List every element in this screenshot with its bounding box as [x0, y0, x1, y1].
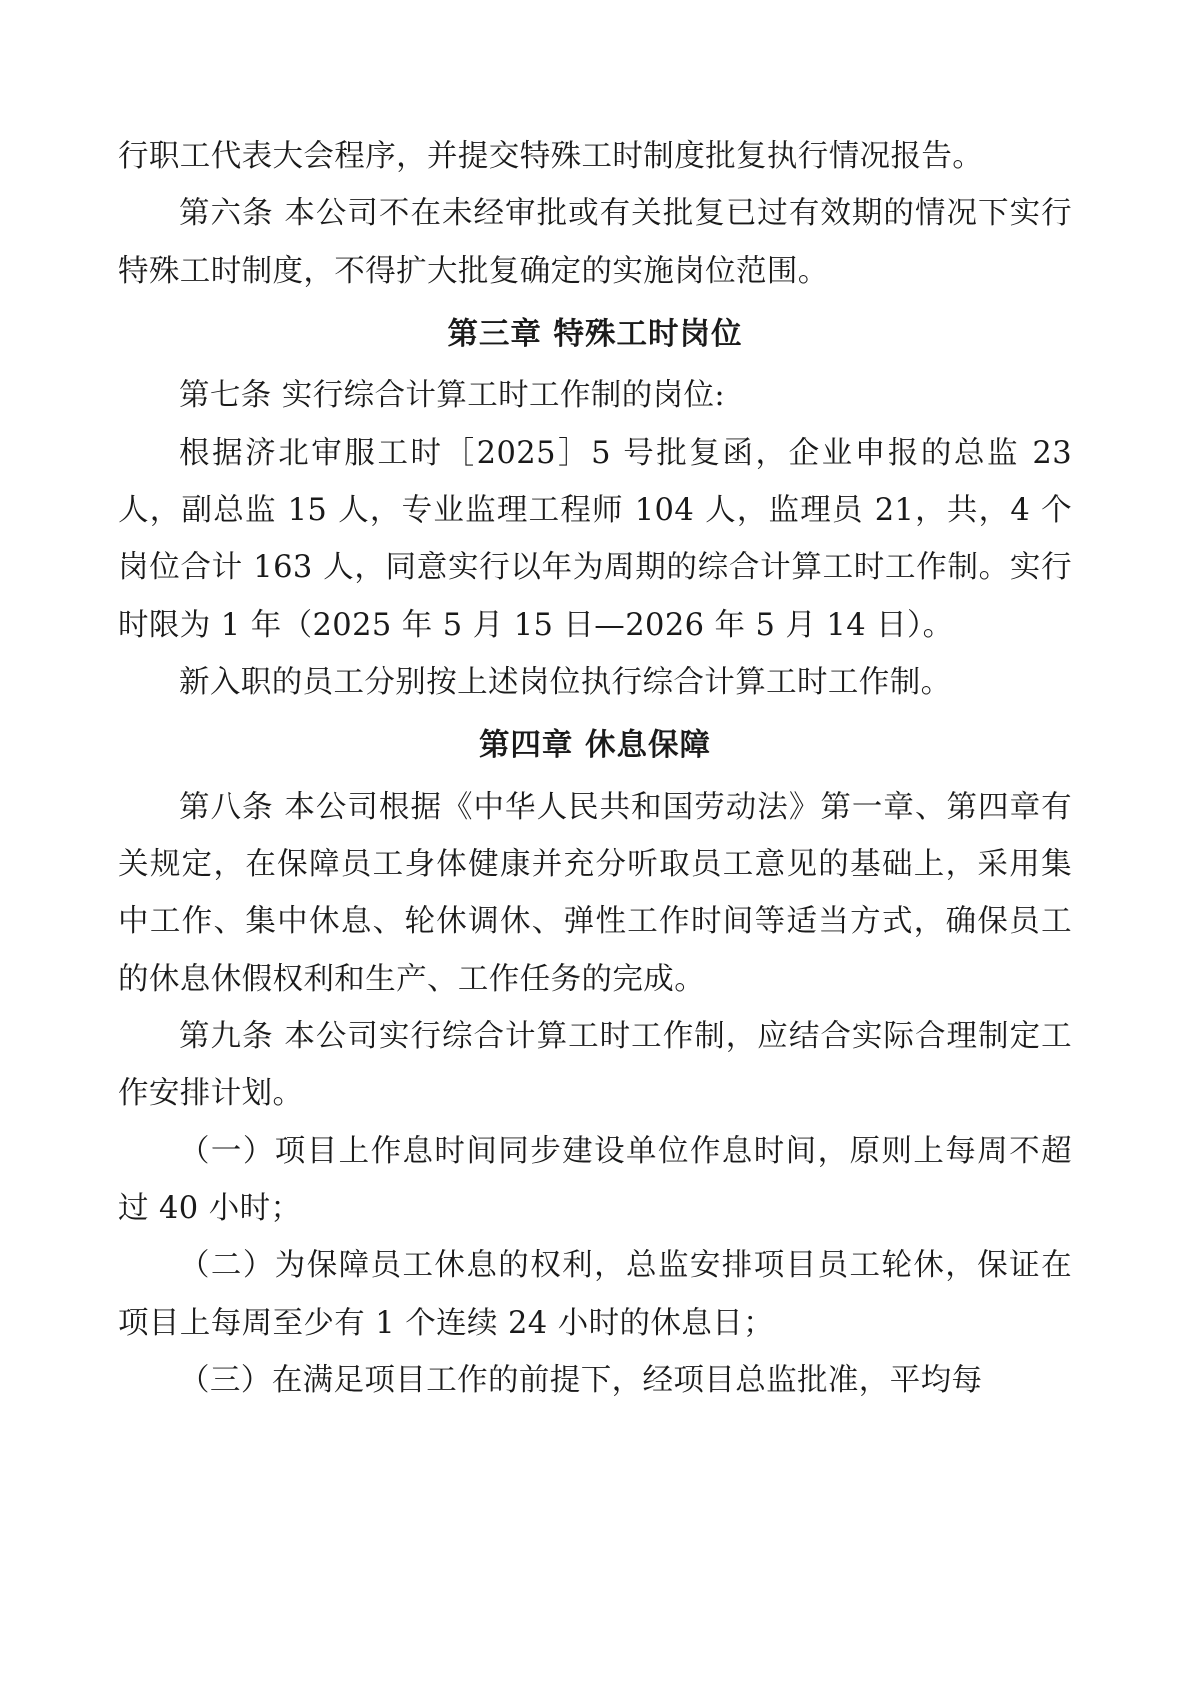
- article-nine-item-3: （三）在满足项目工作的前提下，经项目总监批准，平均每: [179, 1362, 983, 1398]
- article-nine: 第九条 本公司实行综合计算工时工作制，应结合实际合理制定工作安排计划。: [118, 1018, 1072, 1112]
- article-seven: 第七条 实行综合计算工时工作制的岗位:: [179, 378, 726, 414]
- article-eight: 第八条 本公司根据《中华人民共和国劳动法》第一章、第四章有关规定，在保障员工身体健康并充分听取员工意见的基础上，采用集中工作、集中休息、轮休调休、弹性工作时间等适当方式，确保员工的休息休假权利和生产、工作任务的完成。: [118, 789, 1072, 997]
- article-seven-newhire: 新入职的员工分别按上述岗位执行综合计算工时工作制。: [179, 664, 952, 700]
- article-six: 第六条 本公司不在未经审批或有关批复已过有效期的情况下实行特殊工时制度，不得扩大批复确定的实施岗位范围。: [118, 196, 1072, 289]
- paragraph-continuation: 行职工代表大会程序，并提交特殊工时制度批复执行情况报告。: [118, 139, 984, 174]
- article-nine-item-1: （一）项目上作息时间同步建设单位作息时间，原则上每周不超过 40 小时；: [118, 1133, 1072, 1226]
- chapter-three-heading: 第三章 特殊工时岗位: [447, 315, 743, 352]
- article-seven-detail: 根据济北审服工时［2025］5 号批复函，企业申报的总监 23 人，副总监 15 人，专业监理工程师 104 人，监理员 21，共，4 个岗位合计 163 人，同意实行以年为周期的综合计算工时工作制。实行时限为 1 年（2025 年 5 月 15 日—2026 年 5 月 14 日）。: [118, 435, 1072, 643]
- article-nine-item-2: （二）为保障员工休息的权利，总监安排项目员工轮休，保证在项目上每周至少有 1 个连续 24 小时的休息日；: [118, 1248, 1072, 1341]
- chapter-four-heading: 第四章 休息保障: [478, 727, 712, 764]
- document-body: [118, 128, 1072, 1409]
